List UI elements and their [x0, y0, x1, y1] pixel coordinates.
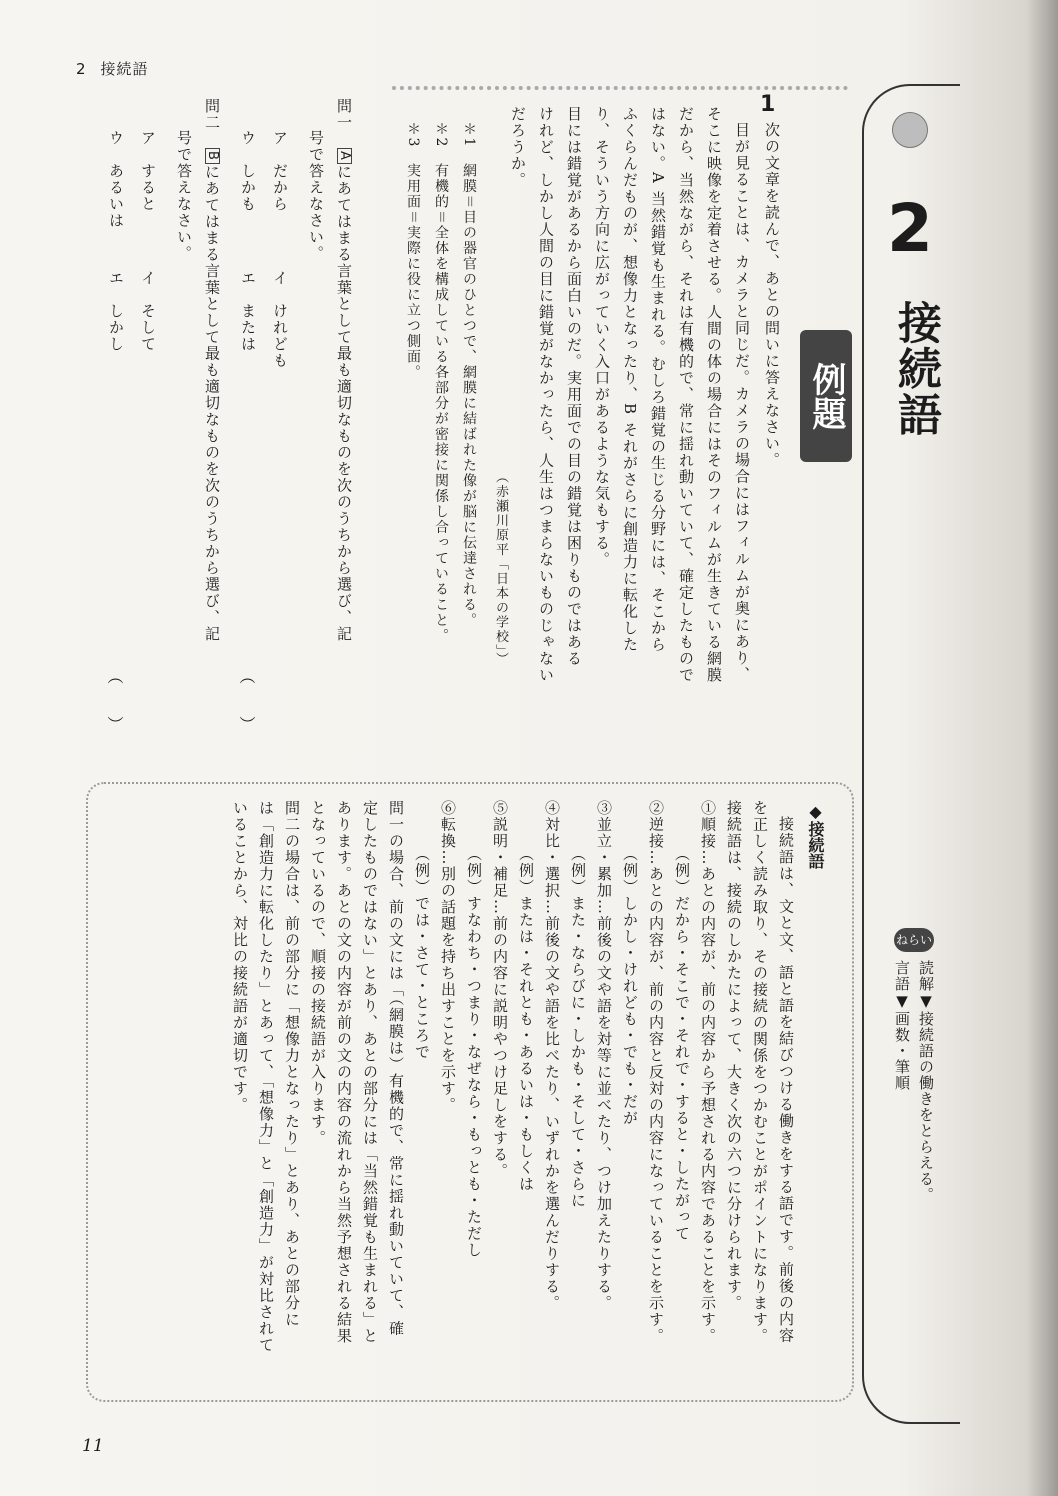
type-1-name: ①順接…あとの内容が、前の内容から予想される内容であることを示す。 — [699, 800, 717, 1345]
q2-answer-box[interactable]: （ ） — [105, 668, 124, 740]
lesson-name: 接続語 — [890, 300, 941, 438]
passage-line-4: はない。A 当然錯覚も生まれる。むしろ錯覚の生じる分野には、そこから — [649, 106, 667, 653]
nerai-badge: ねらい — [894, 928, 934, 952]
passage-line-7: 目には錯覚があるから面白いのだ。実用面での目の錯覚は困りものではある — [565, 106, 583, 667]
type-4-name: ④対比・選択…前後の文や語を比べたり、いずれかを選んだりする。 — [543, 800, 561, 1312]
explanation-closing-3: あります。あとの文の内容が前の文の内容の流れから当然予想される結果 — [335, 800, 353, 1345]
explanation-closing-7: いることから、対比の接続語が適切です。 — [231, 800, 249, 1114]
nerai-line-2: 言語▼画数・筆順 — [893, 960, 911, 1091]
q1-block — [336, 98, 352, 642]
header-title: 接続語 — [100, 60, 149, 78]
q1-text: にあてはまる言葉として最も適切なものを次のうちから選び、記 — [335, 163, 353, 643]
lesson-circle-icon — [892, 112, 928, 148]
lesson-title-frame — [862, 84, 960, 1424]
explanation-closing-2: 定したものではない」とあり、あとの部分には「当然錯覚も生まれる」と — [361, 800, 379, 1345]
reidai-label: 例題 — [800, 330, 852, 462]
note-3: ＊3 実用面＝実際に役に立つ側面。 — [405, 122, 421, 381]
explanation-intro-1: 接続語は、文と文、語と語を結びつける働きをする語です。前後の内容 — [777, 816, 795, 1344]
type-2-name: ②逆接…あとの内容が、前の内容と反対の内容になっていることを示す。 — [647, 800, 665, 1345]
explanation-intro-3: 接続語は、接続のしかたによって、大きく次の六つに分けられます。 — [725, 800, 743, 1312]
explanation-closing-1: 問一の場合、前の文には「（網膜は）有機的で、常に揺れ動いていて、確 — [387, 800, 405, 1337]
type-3-name: ③並立・累加…前後の文や語を対等に並べたり、つけ加えたりする。 — [595, 800, 613, 1312]
passage-line-5: ふくらんだものが、想像力となったり、B それがさらに創造力に転化した — [621, 106, 639, 653]
q2-choice-i[interactable]: イ そして — [139, 270, 157, 353]
q2-choice-a[interactable]: ア すると — [139, 130, 157, 213]
explanation-closing-6: は「創造力に転化したり」とあって、「想像力」と「創造力」が対比されて — [257, 800, 275, 1354]
q1-label: 問一 — [335, 98, 353, 131]
type-6-name: ⑥転換…別の話題を持ち出すことを示す。 — [439, 800, 457, 1114]
type-4-example: （例）または・それとも・あるいは・もしくは — [517, 846, 535, 1193]
q2-text: にあてはまる言葉として最も適切なものを次のうちから選び、記 — [203, 163, 221, 643]
passage-line-1: 目が見ることは、カメラと同じだ。カメラの場合にはフィルムが奥にあり、 — [733, 122, 751, 683]
type-5-example: （例）すなわち・つまり・なぜなら・もっとも・ただし — [465, 846, 483, 1259]
passage-line-2: そこに映像を定着させる。人間の体の場合にはそのフィルムが生きている網膜 — [705, 106, 723, 684]
q1-answer-box[interactable]: （ ） — [237, 668, 256, 740]
page-number: 11 — [82, 1436, 104, 1456]
lesson-number: 2 — [887, 190, 933, 267]
explanation-closing-5: 問二の場合は、前の部分に「想像力となったり」とあり、あとの部分に — [283, 800, 301, 1328]
type-1-example: （例）だから・そこで・それで・すると・したがって — [673, 846, 691, 1242]
note-2: ＊2 有機的＝全体を構成している各部分が密接に関係し合っていること。 — [433, 122, 449, 644]
nerai-line-1: 読解▼接続語の働きをとらえる。 — [917, 960, 935, 1203]
passage-line-9: だろうか。 — [509, 106, 527, 189]
header-number: 2 — [76, 60, 87, 78]
question-instruction: 次の文章を読んで、あとの問いに答えなさい。 — [763, 122, 781, 469]
type-3-example: （例）また・ならびに・しかも・そして・さらに — [569, 846, 587, 1209]
explanation-intro-2: を正しく読み取り、その接続の関係をつかむことがポイントになります。 — [751, 800, 769, 1345]
passage-source: （赤瀬川原平「日本の学校」） — [493, 470, 508, 667]
q2-block — [204, 98, 220, 642]
explanation-heading: ◆接続語 — [806, 802, 825, 869]
passage-line-8: けれど、しかし人間の目に錯覚がなかったら、人生はつまらないものじゃない — [537, 106, 555, 684]
question-number: 1 — [760, 92, 776, 117]
q1-choice-a[interactable]: ア だから — [271, 130, 289, 213]
type-6-example: （例）では・さて・ところで — [413, 846, 431, 1061]
passage-line-3: だから、当然ながら、それは有機的で、常に揺れ動いていて、確定したもので — [677, 106, 695, 684]
explanation-closing-4: となっているので、順接の接続語が入ります。 — [309, 800, 327, 1147]
running-header — [76, 58, 163, 79]
q2-choice-u[interactable]: ウ あるいは — [107, 130, 125, 229]
passage-line-6: り、そういう方向に広がっていく入口があるような気もする。 — [593, 106, 611, 568]
type-5-name: ⑤説明・補足…前の内容に説明やつけ足しをする。 — [491, 800, 509, 1180]
q2-blank-box: B — [205, 148, 220, 164]
q2-text-continued: 号で答えなさい。 — [175, 130, 193, 262]
note-1: ＊1 網膜＝目の器官のひとつで、網膜に結ばれた像が脳に伝達される。 — [461, 122, 477, 629]
type-2-example: （例）しかし・けれども・でも・だが — [621, 846, 639, 1127]
q1-choice-e[interactable]: エ または — [239, 270, 257, 353]
q1-choice-u[interactable]: ウ しかも — [239, 130, 257, 213]
q1-choice-i[interactable]: イ けれども — [271, 270, 289, 369]
q2-choice-e[interactable]: エ しかし — [107, 270, 125, 353]
top-dotted-rule — [392, 86, 848, 90]
q1-text-continued: 号で答えなさい。 — [307, 130, 325, 262]
q2-label: 問二 — [203, 98, 221, 131]
q1-blank-box: A — [337, 148, 352, 164]
